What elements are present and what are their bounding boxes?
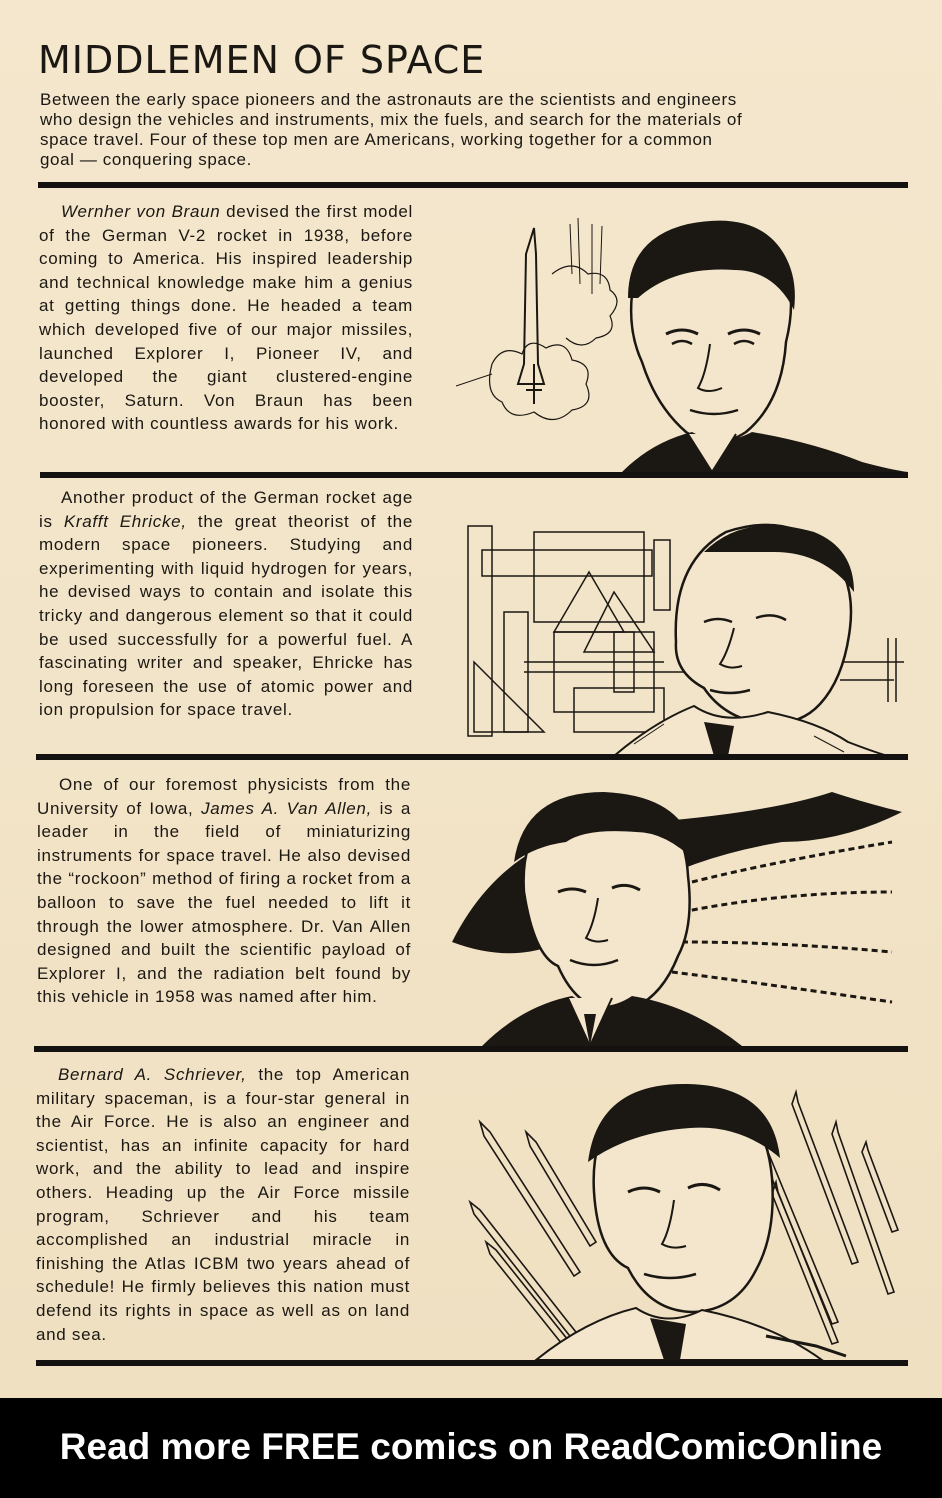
bio-name: Krafft Ehricke,: [63, 511, 187, 531]
divider: [36, 1360, 908, 1366]
bio-text: is a leader in the field of miniaturizing instruments for space travel. He also devised the “rockoon” method of firing a rocket from a balloon to save the fuel needed to lift it through the lower atmosphere. Dr. Van Allen designed and built the scientific payload of Explorer I, and the radiation belt found by this vehicle in 1958 was named after him.: [37, 798, 411, 1007]
bio-van-allen: [37, 773, 411, 1009]
bio-von-braun: [39, 200, 413, 436]
promo-banner-text[interactable]: Read more FREE comics on ReadComicOnline: [59, 1426, 883, 1467]
bio-name: Wernher von Braun: [61, 202, 221, 221]
schriever-portrait-with-missiles: [466, 1082, 908, 1360]
divider: [38, 182, 908, 188]
bio-schriever: [36, 1063, 410, 1346]
bio-lead: One of our foremost physicists from the University of Iowa,: [37, 775, 411, 818]
bio-text: devised the first model of the German V-2 rocket in 1938, before coming to America. His inspired leadership and technical knowledge make him a genius at getting things done. He headed a team which developed five of our major missiles, launched Explorer I, Pioneer IV, and developed the giant clustered-engine booster, Saturn. Von Braun has been honored with countless awards for his work.: [39, 202, 413, 434]
divider: [36, 754, 908, 760]
van-allen-portrait-with-radiation-belt: [452, 792, 908, 1046]
ehricke-portrait-with-geometric-shapes: [464, 512, 908, 756]
promo-banner[interactable]: [0, 1398, 942, 1498]
intro-paragraph: Between the early space pioneers and the astronauts are the scientists and engineers who design the vehicles and instruments, mix the fuels, and search for the materials of space travel. Four of these top men are Americans, working together for a common goal — conquering space.: [40, 90, 743, 169]
bio-text: the great theorist of the modern space pioneers. Studying and experimenting with liquid hydrogen for years, he devised ways to contain and isolate this tricky and dangerous element so that it could be used successfully for a powerful fuel. A fascinating writer and speaker, Ehricke has long foreseen the use of atomic power and ion propulsion for space travel.: [39, 511, 413, 720]
bio-name: Bernard A. Schriever,: [58, 1065, 247, 1084]
bio-name: James A. Van Allen,: [201, 798, 372, 818]
bio-lead: Another product of the German rocket age is: [39, 488, 413, 531]
divider: [34, 1046, 908, 1052]
von-braun-portrait-with-rocket: [452, 214, 908, 472]
page-title: MIDDLEMEN OF SPACE: [38, 38, 486, 82]
divider: [40, 472, 908, 478]
bio-ehricke: [39, 486, 413, 722]
bio-text: the top American military spaceman, is a four-star general in the Air Force. He is also an engineer and scientist, has an infinite capacity for hard work, and the ability to lead and inspire others. Heading up the Air Force missile program, Schriever and his team accomplished an industrial miracle in finishing the Atlas ICBM two years ahead of schedule! He firmly believes this nation must defend its rights in space as well as on land and sea.: [36, 1065, 410, 1344]
